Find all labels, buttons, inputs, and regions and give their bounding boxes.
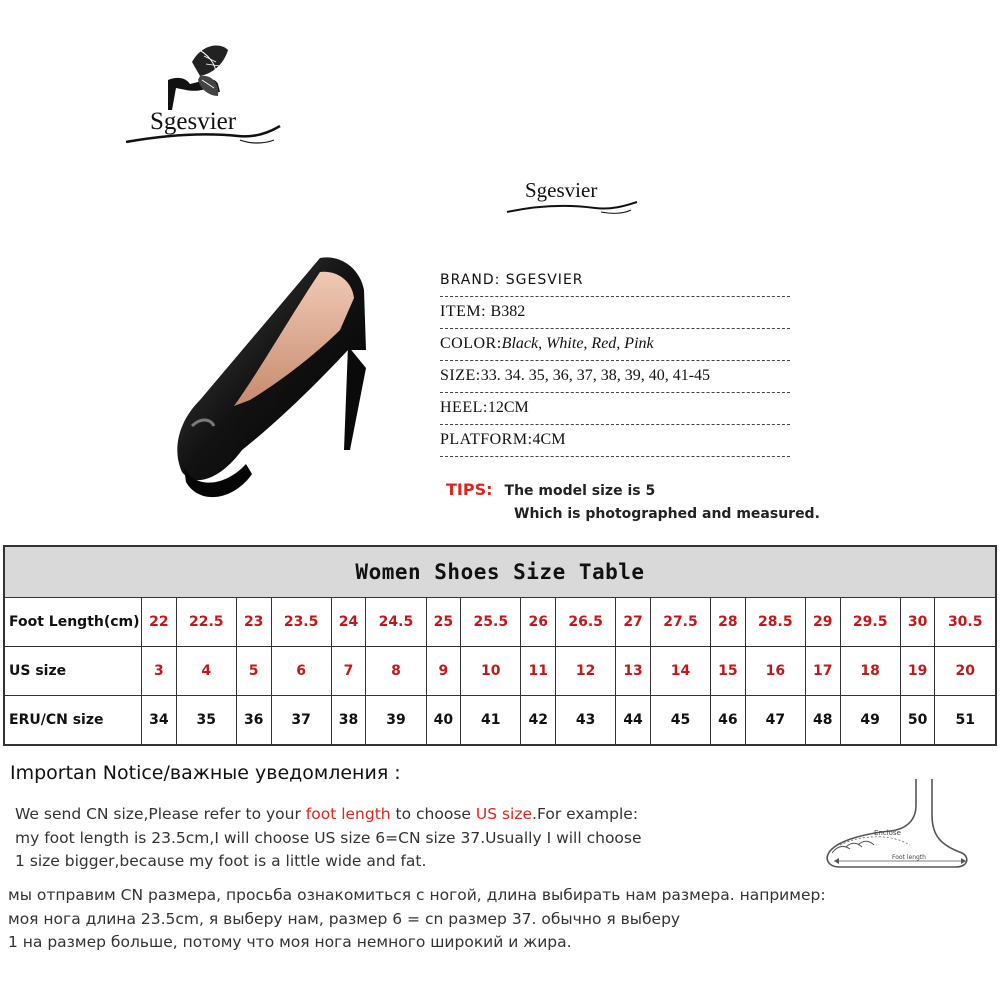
size-cell: 36	[236, 696, 271, 746]
size-cell: 9	[426, 647, 461, 696]
size-table-row	[4, 647, 996, 696]
size-cell: 22	[142, 598, 177, 647]
notice-en-text: to choose	[390, 805, 476, 823]
size-cell: 41	[461, 696, 521, 746]
size-cell: 43	[556, 696, 616, 746]
size-cell: 5	[236, 647, 271, 696]
size-cell: 24	[331, 598, 366, 647]
spec-platform	[440, 425, 790, 457]
spec-heel	[440, 393, 790, 425]
spec-label: ITEM:	[440, 303, 491, 320]
spec-brand	[440, 265, 790, 297]
size-table-row	[4, 598, 996, 647]
size-cell: 30.5	[935, 598, 996, 647]
size-cell: 29	[805, 598, 840, 647]
size-cell: 30	[900, 598, 935, 647]
enclose-label: Enclose	[874, 829, 901, 837]
notice-russian	[8, 884, 993, 955]
size-cell: 37	[271, 696, 331, 746]
size-cell: 25	[426, 598, 461, 647]
notice-highlight-us-size: US size	[475, 805, 533, 823]
size-cell: 13	[616, 647, 651, 696]
size-cell: 4	[176, 647, 236, 696]
size-cell: 26.5	[556, 598, 616, 647]
size-cell: 27.5	[650, 598, 710, 647]
size-cell: 29.5	[840, 598, 900, 647]
butterfly-heel-logo-icon	[120, 40, 290, 160]
size-cell: 20	[935, 647, 996, 696]
size-row-label: ERU/CN size	[4, 696, 142, 746]
size-cell: 12	[556, 647, 616, 696]
size-cell: 23	[236, 598, 271, 647]
spec-value: Black, White, Red, Pink	[501, 335, 654, 352]
spec-label: BRAND:	[440, 272, 506, 288]
notice-en-line-3: 1 size bigger,because my foot is a little wide and fat.	[15, 852, 427, 870]
brand-logo-top	[120, 40, 290, 160]
spec-color	[440, 329, 790, 361]
size-cell: 42	[521, 696, 556, 746]
size-cell: 26	[521, 598, 556, 647]
spec-size	[440, 361, 790, 393]
spec-value: B382	[490, 303, 526, 320]
spec-value: 12CM	[487, 399, 529, 416]
size-cell: 28	[711, 598, 746, 647]
size-cell: 14	[650, 647, 710, 696]
size-cell: 18	[840, 647, 900, 696]
product-image	[170, 250, 410, 510]
size-cell: 28.5	[745, 598, 805, 647]
size-cell: 38	[331, 696, 366, 746]
brand-logo-secondary-text: Sgesvier	[525, 178, 598, 202]
size-cell: 3	[142, 647, 177, 696]
size-cell: 7	[331, 647, 366, 696]
spec-value: 33. 34. 35, 36, 37, 38, 39, 40, 41-45	[480, 367, 711, 384]
spec-label: PLATFORM:	[440, 431, 533, 448]
foot-measure-diagram	[820, 775, 990, 875]
notice-en-line-1	[15, 803, 775, 827]
size-cell: 6	[271, 647, 331, 696]
spec-value: 4CM	[532, 431, 566, 448]
size-row-label: Foot Length(cm)	[4, 598, 142, 647]
tips-label: TIPS:	[446, 480, 493, 499]
notice-english	[15, 803, 775, 874]
spec-label: SIZE:	[440, 367, 481, 384]
notice-ru-line-3: 1 на размер больше, потому что моя нога немного широкий и жира.	[8, 933, 572, 951]
foot-outline-icon	[820, 775, 990, 875]
size-cell: 34	[142, 696, 177, 746]
spec-item	[440, 297, 790, 329]
size-cell: 17	[805, 647, 840, 696]
size-cell: 16	[745, 647, 805, 696]
size-cell: 49	[840, 696, 900, 746]
size-cell: 48	[805, 696, 840, 746]
product-specs	[440, 265, 800, 457]
size-cell: 15	[711, 647, 746, 696]
size-cell: 46	[711, 696, 746, 746]
notice-ru-line-1: мы отправим CN размера, просьба ознакомиться с ногой, длина выбирать нам размера. например:	[8, 886, 826, 904]
size-row-label: US size	[4, 647, 142, 696]
black-pump-shoe-icon	[170, 250, 410, 510]
size-cell: 8	[366, 647, 426, 696]
size-cell: 23.5	[271, 598, 331, 647]
size-cell: 27	[616, 598, 651, 647]
notice-ru-line-2: моя нога длина 23.5cm, я выберу нам, размер 6 = cn размер 37. обычно я выберу	[8, 909, 681, 928]
size-cell: 10	[461, 647, 521, 696]
foot-length-label: Foot length	[892, 854, 926, 861]
tips-line-1: The model size is 5	[504, 483, 656, 499]
size-table-row	[4, 696, 996, 746]
brand-logo-text: Sgesvier	[150, 108, 237, 135]
size-cell: 35	[176, 696, 236, 746]
size-cell: 45	[650, 696, 710, 746]
brand-logo-secondary	[505, 170, 645, 220]
size-cell: 22.5	[176, 598, 236, 647]
size-table	[3, 545, 997, 746]
size-cell: 39	[366, 696, 426, 746]
size-cell: 44	[616, 696, 651, 746]
notice-highlight-foot-length: foot length	[305, 805, 391, 823]
spec-label: COLOR:	[440, 335, 502, 352]
notice-en-text: .For example:	[532, 805, 639, 823]
notice-en-text: We send CN size,Please refer to your	[15, 805, 306, 823]
size-cell: 51	[935, 696, 996, 746]
size-cell: 11	[521, 647, 556, 696]
tips-note	[446, 478, 820, 522]
notice-en-line-2: my foot length is 23.5cm,I will choose US size 6=CN size 37.Usually I will choose	[15, 828, 642, 847]
spec-value: SGESVIER	[505, 272, 584, 288]
size-cell: 25.5	[461, 598, 521, 647]
size-cell: 19	[900, 647, 935, 696]
notice-heading: Importan Notice/важные уведомления :	[10, 762, 401, 784]
size-table-title: Women Shoes Size Table	[4, 546, 996, 598]
size-cell: 40	[426, 696, 461, 746]
size-cell: 24.5	[366, 598, 426, 647]
tips-line-2: Which is photographed and measured.	[514, 506, 820, 522]
size-cell: 47	[745, 696, 805, 746]
size-cell: 50	[900, 696, 935, 746]
spec-label: HEEL:	[440, 399, 488, 416]
